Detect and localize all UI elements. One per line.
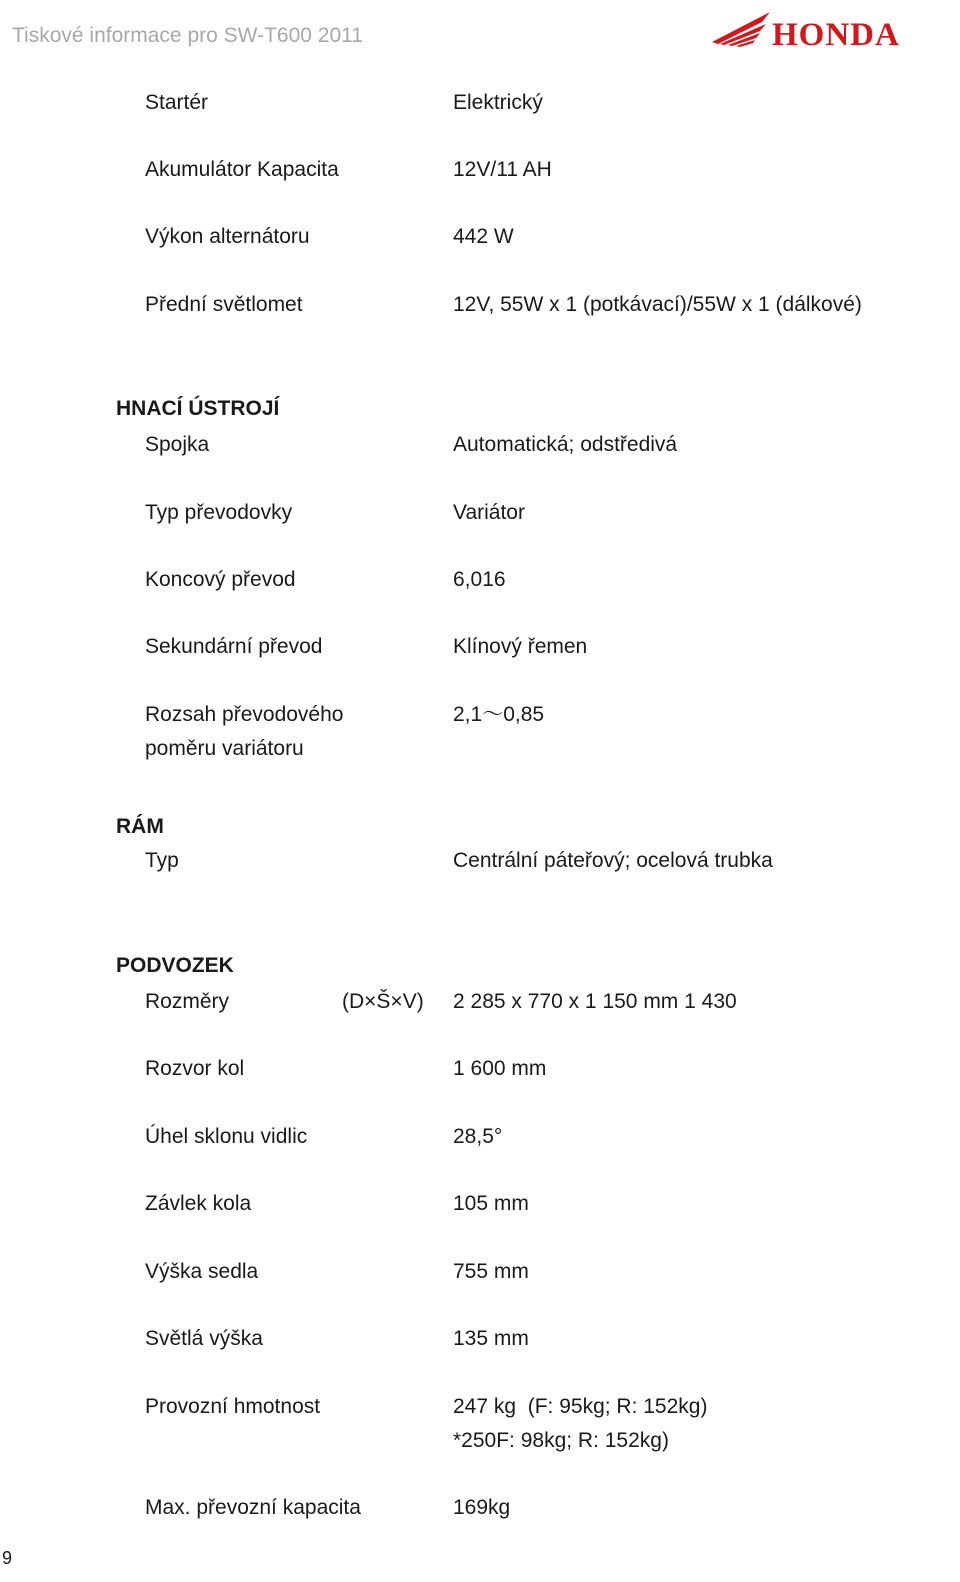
spec-value: 12V/11 AH: [453, 158, 552, 181]
spec-value: Automatická; odstředivá: [453, 433, 678, 456]
honda-logo: [710, 4, 956, 50]
section-heading-chassis: PODVOZEK: [116, 954, 234, 977]
spec-label: Přední světlomet: [145, 293, 303, 316]
spec-value: 12V, 55W x 1 (potkávací)/55W x 1 (dálkové): [453, 293, 862, 316]
spec-value: 2 285 x 770 x 1 150 mm 1 430: [453, 990, 737, 1013]
spec-label: [145, 698, 343, 766]
honda-wordmark: HONDA: [772, 17, 900, 50]
spec-label: Výška sedla: [145, 1260, 259, 1283]
section-heading-drivetrain: HNACÍ ÚSTROJÍ: [116, 397, 280, 420]
spec-label: Startér: [145, 91, 209, 114]
document-title: Tiskové informace pro SW-T600 2011: [12, 24, 363, 47]
spec-label-line: Rozsah převodového: [145, 703, 344, 726]
spec-value: 105 mm: [453, 1192, 529, 1215]
spec-value: 442 W: [453, 225, 514, 248]
spec-label: Akumulátor Kapacita: [145, 158, 339, 181]
spec-label: Typ převodovky: [145, 501, 293, 524]
spec-value: 6,016: [453, 568, 506, 591]
spec-value: Centrální páteřový; ocelová trubka: [453, 849, 773, 872]
spec-label: Rozvor kol: [145, 1057, 245, 1080]
spec-value: 755 mm: [453, 1260, 529, 1283]
spec-label: Typ: [145, 849, 179, 872]
spec-label: Sekundární převod: [145, 635, 323, 658]
spec-label: Výkon alternátoru: [145, 225, 310, 248]
spec-value: 169kg: [453, 1496, 511, 1519]
spec-label-line: poměru variátoru: [145, 737, 304, 760]
spec-value: 135 mm: [453, 1327, 529, 1350]
honda-wing-icon: [712, 12, 770, 47]
spec-value: Klínový řemen: [453, 635, 588, 658]
spec-value: Variátor: [453, 501, 525, 524]
page-number: 9: [2, 1548, 13, 1568]
spec-label: Závlek kola: [145, 1192, 252, 1215]
spec-label: Rozměry: [145, 990, 230, 1013]
spec-label: Koncový převod: [145, 568, 296, 591]
spec-value-line: 247 kg (F: 95kg; R: 152kg): [453, 1395, 708, 1418]
spec-label: Spojka: [145, 433, 210, 456]
spec-label: Max. převozní kapacita: [145, 1496, 361, 1519]
spec-value-line: *250F: 98kg; R: 152kg): [453, 1429, 669, 1452]
spec-value: 1 600 mm: [453, 1057, 547, 1080]
dimensions-note: (D×Š×V): [342, 990, 424, 1013]
spec-value: Elektrický: [453, 91, 543, 114]
spec-value: 28,5°: [453, 1125, 503, 1148]
section-heading-frame: RÁM: [116, 815, 164, 838]
spec-value: 2,1〜0,85: [453, 703, 545, 726]
spec-label: Světlá výška: [145, 1327, 263, 1350]
spec-label: Provozní hmotnost: [145, 1395, 321, 1418]
spec-value: [453, 1390, 707, 1458]
spec-label: Úhel sklonu vidlic: [145, 1125, 308, 1148]
